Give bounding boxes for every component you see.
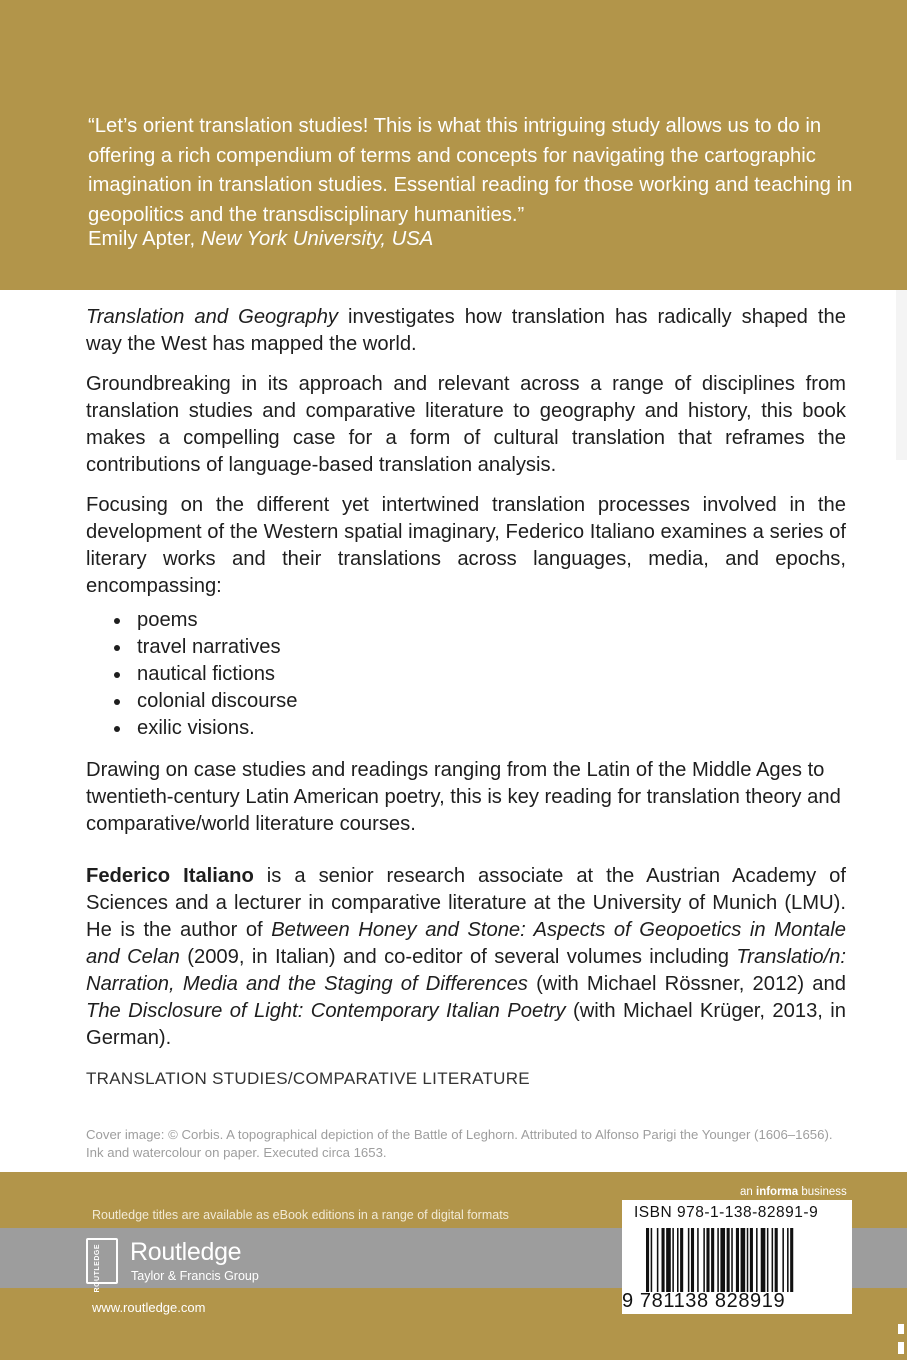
isbn-label: ISBN 978-1-138-82891-9 xyxy=(634,1204,819,1221)
publisher-name: Routledge xyxy=(130,1238,242,1266)
list-item: travel narratives xyxy=(112,634,297,661)
list-item: poems xyxy=(112,607,297,634)
bio-text: (with Michael Rössner, 2012) and xyxy=(527,973,846,995)
bio-text: is a senior research associate at the Austrian Academy of Sciences and a lecturer in comparative literature at the University of Munich (LMU). He is the author of xyxy=(86,865,846,941)
bio-text: (with Michael Krüger, 2013, in German). xyxy=(86,1000,847,1049)
informa-tagline xyxy=(740,1186,847,1198)
edge-mark-icon xyxy=(897,1318,907,1360)
bio-book: Between Honey and Stone: Aspects of Geopoetics in Montale and Celan xyxy=(86,919,846,968)
ebook-note: Routledge titles are available as eBook editions in a range of digital formats xyxy=(92,1208,509,1222)
author-bio xyxy=(86,863,846,1052)
blurb-paragraph-2: Groundbreaking in its approach and relevant across a range of disciplines from translation studies and comparative literature to geography and history, this book makes a compelling case for a form of cultural translation that reframes the contributions of language-based translation analysis. xyxy=(86,373,846,476)
list-item: exilic visions. xyxy=(112,715,297,742)
endorsement-quote: “Let’s orient translation studies! This is what this intriguing study allows us to do in offering a rich compendium of terms and concepts for navigating the cartographic imagination in translation studies. Essential reading for those working and teaching in geopolitics and the transdisciplinary humanities.” xyxy=(88,115,853,226)
barcode-digits: 9 781138 828919 xyxy=(622,1290,786,1312)
blurb-paragraph-3: Focusing on the different yet intertwined translation processes involved in the development of the Western spatial imaginary, Federico Italiano examines a series of literary works and their translations across languages, media, and epochs, encompassing: xyxy=(86,494,846,597)
logo-mark-text: ROUTLEDGE xyxy=(94,1244,101,1293)
blurb-paragraph-1 xyxy=(86,304,846,358)
list-item: colonial discourse xyxy=(112,688,297,715)
book-title: Translation and Geography xyxy=(86,306,339,328)
publisher-url: www.routledge.com xyxy=(92,1300,206,1315)
quote-author: Emily Apter, xyxy=(88,228,196,250)
blurb-paragraph-4: Drawing on case studies and readings ranging from the Latin of the Middle Ages to twentieth-century Latin American poetry, this is key reading for translation theory and comparative/world literature courses. xyxy=(86,759,841,835)
informa-suffix: business xyxy=(798,1186,847,1198)
bio-book: The Disclosure of Light: Contemporary Italian Poetry xyxy=(86,1000,566,1022)
cover-credit: Cover image: © Corbis. A topographical depiction of the Battle of Leghorn. Attributed to Alfonso Parigi the Younger (1606–1656). Ink and watercolour on paper. Executed circa 1653. xyxy=(86,1127,833,1160)
barcode-icon xyxy=(646,1228,836,1292)
routledge-logo-icon xyxy=(86,1238,118,1293)
bio-book: Translatio/n: Narration, Media and the Staging of Differences xyxy=(86,946,846,995)
author-name: Federico Italiano xyxy=(86,865,254,887)
bio-text: (2009, in Italian) and co-editor of several volumes including xyxy=(179,946,737,968)
topic-list xyxy=(112,607,297,742)
page-edge xyxy=(896,290,907,460)
quote-affiliation: New York University, USA xyxy=(200,228,434,250)
blurb-text: investigates how translation has radically shaped the way the West has mapped the world. xyxy=(86,306,846,355)
publisher-group: Taylor & Francis Group xyxy=(131,1269,259,1283)
informa-prefix: an xyxy=(740,1186,756,1198)
endorsement-attribution xyxy=(88,228,433,251)
informa-brand: informa xyxy=(756,1186,799,1198)
list-item: nautical fictions xyxy=(112,661,297,688)
isbn-barcode-box xyxy=(622,1200,852,1314)
subject-category: TRANSLATION STUDIES/COMPARATIVE LITERATURE xyxy=(86,1069,530,1088)
